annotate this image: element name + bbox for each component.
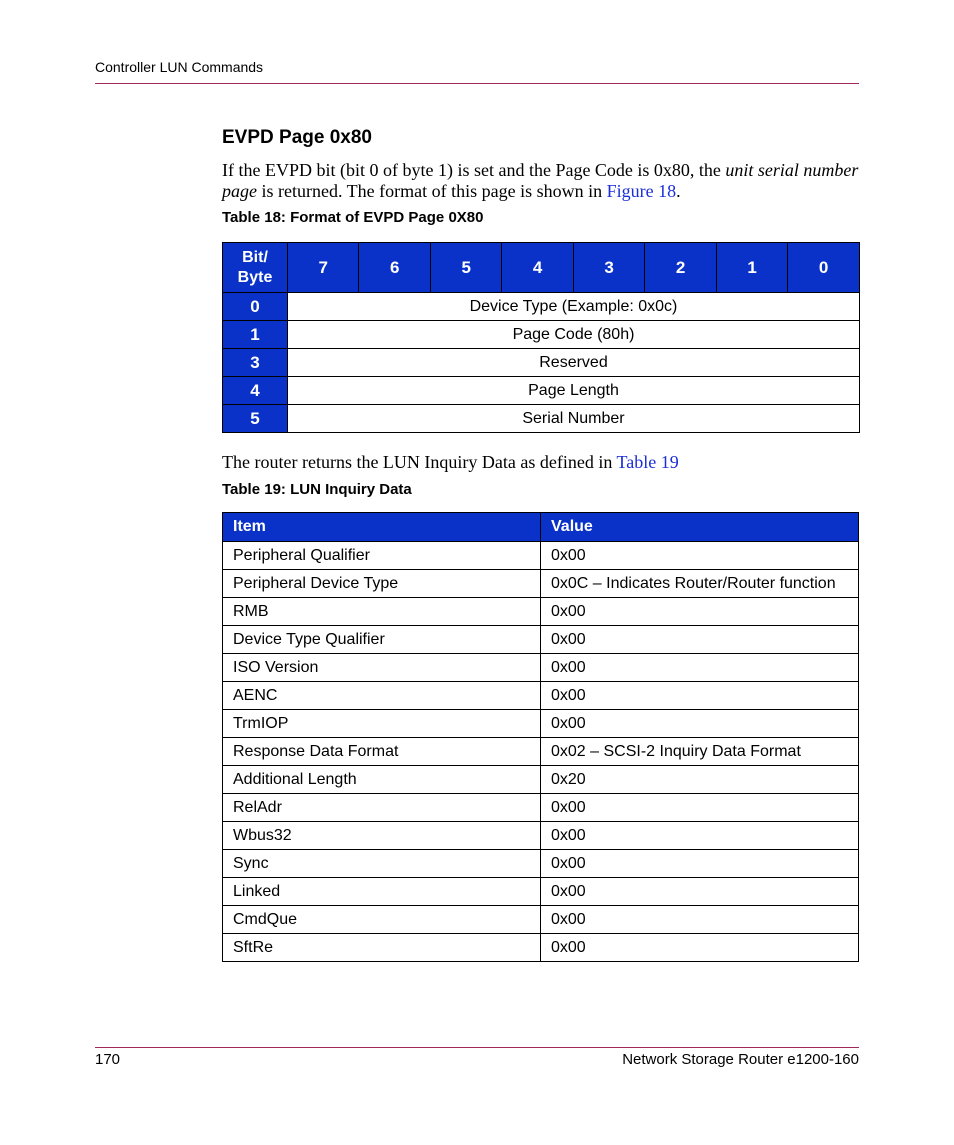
corner-line-1: Bit/ xyxy=(242,248,268,266)
value-cell: 0x00 xyxy=(541,598,859,626)
table-row xyxy=(223,598,859,626)
field-description: Page Length xyxy=(288,377,860,405)
value-cell: 0x00 xyxy=(541,794,859,822)
value-cell: 0x00 xyxy=(541,906,859,934)
item-cell: RelAdr xyxy=(223,794,541,822)
byte-number: 5 xyxy=(223,405,288,433)
item-cell: RMB xyxy=(223,598,541,626)
item-cell: Additional Length xyxy=(223,766,541,794)
field-description: Page Code (80h) xyxy=(288,321,860,349)
table-row xyxy=(223,766,859,794)
table-row xyxy=(223,738,859,766)
value-cell: 0x00 xyxy=(541,654,859,682)
evpd-format-table xyxy=(222,242,860,433)
bit-header: 6 xyxy=(359,243,430,293)
intro-paragraph xyxy=(222,160,862,202)
value-cell: 0x00 xyxy=(541,710,859,738)
intro-text-mid: is returned. The format of this page is shown in xyxy=(257,181,607,201)
item-cell: Sync xyxy=(223,850,541,878)
item-cell: CmdQue xyxy=(223,906,541,934)
item-cell: AENC xyxy=(223,682,541,710)
table-row xyxy=(223,794,859,822)
field-description: Device Type (Example: 0x0c) xyxy=(288,293,860,321)
table-row xyxy=(223,293,860,321)
item-cell: Peripheral Device Type xyxy=(223,570,541,598)
value-cell: 0x00 xyxy=(541,934,859,962)
value-cell: 0x00 xyxy=(541,542,859,570)
intro-text-pre: If the EVPD bit (bit 0 of byte 1) is set and the Page Code is 0x80, the xyxy=(222,160,726,180)
byte-number: 3 xyxy=(223,349,288,377)
table-row xyxy=(223,934,859,962)
byte-number: 4 xyxy=(223,377,288,405)
section-title: EVPD Page 0x80 xyxy=(222,127,372,148)
page-number: 170 xyxy=(95,1051,121,1068)
value-column-header: Value xyxy=(541,513,859,542)
intro-text-post: . xyxy=(676,181,681,201)
table-row xyxy=(223,349,860,377)
table-row xyxy=(223,377,860,405)
bit-header: 1 xyxy=(716,243,787,293)
footer-rule xyxy=(95,1047,859,1048)
value-cell: 0x0C – Indicates Router/Router function xyxy=(541,570,859,598)
item-cell: TrmIOP xyxy=(223,710,541,738)
item-cell: ISO Version xyxy=(223,654,541,682)
running-header: Controller LUN Commands xyxy=(95,59,264,75)
value-cell: 0x20 xyxy=(541,766,859,794)
item-cell: Response Data Format xyxy=(223,738,541,766)
item-cell: Peripheral Qualifier xyxy=(223,542,541,570)
item-cell: SftRe xyxy=(223,934,541,962)
table-19-link[interactable]: Table 19 xyxy=(616,452,679,472)
table-row xyxy=(223,654,859,682)
bit-byte-header xyxy=(223,243,288,293)
value-cell: 0x00 xyxy=(541,626,859,654)
bit-header: 3 xyxy=(573,243,644,293)
figure-18-link[interactable]: Figure 18 xyxy=(606,181,677,201)
table-row xyxy=(223,710,859,738)
corner-line-2: Byte xyxy=(237,268,273,286)
table-18-caption: Table 18: Format of EVPD Page 0X80 xyxy=(222,209,484,226)
table-row xyxy=(223,822,859,850)
table-row xyxy=(223,682,859,710)
item-column-header: Item xyxy=(223,513,541,542)
value-cell: 0x00 xyxy=(541,822,859,850)
intro-emphasis: unit serial number page xyxy=(222,160,859,201)
table-row xyxy=(223,542,859,570)
table-row xyxy=(223,906,859,934)
item-cell: Linked xyxy=(223,878,541,906)
field-description: Serial Number xyxy=(288,405,860,433)
lun-inquiry-table xyxy=(222,512,859,962)
header-rule xyxy=(95,83,859,84)
bit-header: 4 xyxy=(502,243,573,293)
field-description: Reserved xyxy=(288,349,860,377)
table-19-caption: Table 19: LUN Inquiry Data xyxy=(222,481,412,498)
table-row xyxy=(223,878,859,906)
value-cell: 0x00 xyxy=(541,878,859,906)
para2-text: The router returns the LUN Inquiry Data as defined in xyxy=(222,452,617,472)
table-row xyxy=(223,321,860,349)
lun-inquiry-paragraph xyxy=(222,452,679,473)
item-cell: Wbus32 xyxy=(223,822,541,850)
table-row xyxy=(223,405,860,433)
bit-header: 7 xyxy=(288,243,359,293)
table-header-row xyxy=(223,243,860,293)
bit-header: 0 xyxy=(788,243,860,293)
table-row xyxy=(223,626,859,654)
table-row xyxy=(223,570,859,598)
value-cell: 0x02 – SCSI-2 Inquiry Data Format xyxy=(541,738,859,766)
byte-number: 0 xyxy=(223,293,288,321)
bit-header: 5 xyxy=(430,243,501,293)
table-header-row xyxy=(223,513,859,542)
table-row xyxy=(223,850,859,878)
value-cell: 0x00 xyxy=(541,682,859,710)
value-cell: 0x00 xyxy=(541,850,859,878)
product-name: Network Storage Router e1200-160 xyxy=(622,1051,859,1068)
item-cell: Device Type Qualifier xyxy=(223,626,541,654)
bit-header: 2 xyxy=(645,243,716,293)
byte-number: 1 xyxy=(223,321,288,349)
